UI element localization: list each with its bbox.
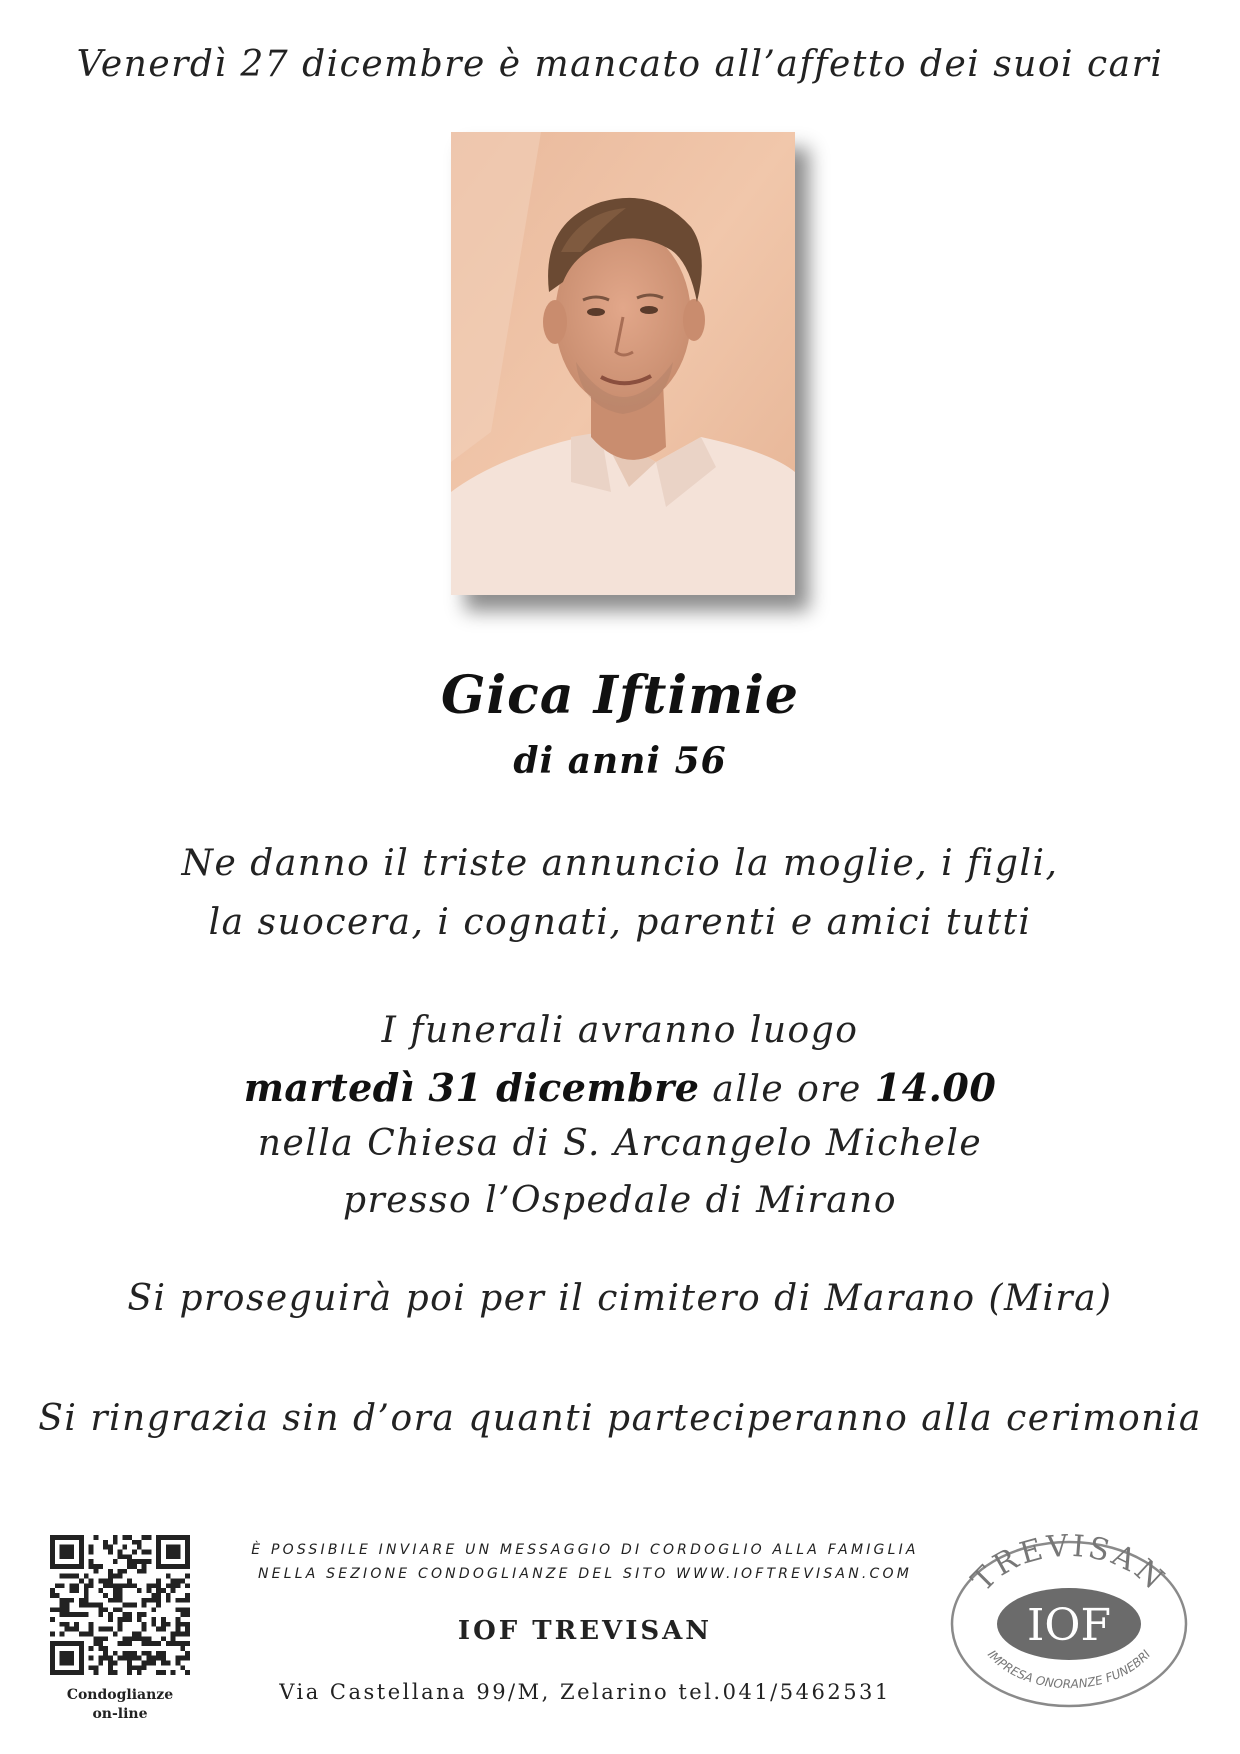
- funeral-place-line-1: nella Chiesa di S. Arcangelo Michele: [257, 1123, 983, 1164]
- funeral-date: martedì 31 dicembre: [243, 1065, 700, 1110]
- condolence-message-line-2: NELLA SEZIONE CONDOGLIANZE DEL SITO WWW.IOFTREVISAN.COM: [257, 1566, 912, 1582]
- funeral-date-time: [0, 1065, 1240, 1110]
- iof-trevisan-logo: [946, 1534, 1192, 1710]
- burial-text: Si proseguirà poi per il cimitero di Marano (Mira): [127, 1278, 1113, 1319]
- qr-caption-line-2: on-line: [92, 1706, 148, 1722]
- deceased-age: di anni 56: [513, 740, 727, 782]
- portrait-photo-icon: [451, 132, 795, 595]
- company-address: Via Castellana 99/M, Zelarino tel.041/5462531: [279, 1680, 891, 1704]
- funeral-place-line-2: presso l’Ospedale di Mirano: [342, 1180, 898, 1221]
- funeral-time-prefix: alle ore: [699, 1069, 875, 1110]
- announcement-line-2: la suocera, i cognati, parenti e amici tutti: [208, 902, 1032, 943]
- funeral-time: 14.00: [874, 1065, 997, 1110]
- portrait-photo: [451, 132, 795, 595]
- logo-bottom-text: IMPRESA ONORANZE FUNEBRI: [984, 1647, 1154, 1692]
- funeral-intro: I funerali avranno luogo: [381, 1010, 859, 1051]
- condolence-message-line-1: È POSSIBILE INVIARE UN MESSAGGIO DI CORDOGLIO ALLA FAMIGLIA: [251, 1542, 919, 1558]
- qr-code-icon[interactable]: [50, 1535, 190, 1675]
- qr-caption: [48, 1686, 192, 1724]
- deceased-name: Gica Iftimie: [441, 665, 799, 726]
- logo-top-text: TREVISAN: [965, 1534, 1173, 1599]
- company-name: IOF TREVISAN: [457, 1616, 713, 1646]
- qr-caption-line-1: Condoglianze: [66, 1687, 174, 1703]
- intro-text: Venerdì 27 dicembre è mancato all’affetto dei suoi cari: [76, 44, 1164, 85]
- thanks-text: Si ringrazia sin d’ora quanti parteciperanno alla cerimonia: [38, 1398, 1202, 1439]
- logo-center-text: IOF: [1027, 1600, 1111, 1651]
- announcement-line-1: Ne danno il triste annuncio la moglie, i figli,: [181, 843, 1059, 884]
